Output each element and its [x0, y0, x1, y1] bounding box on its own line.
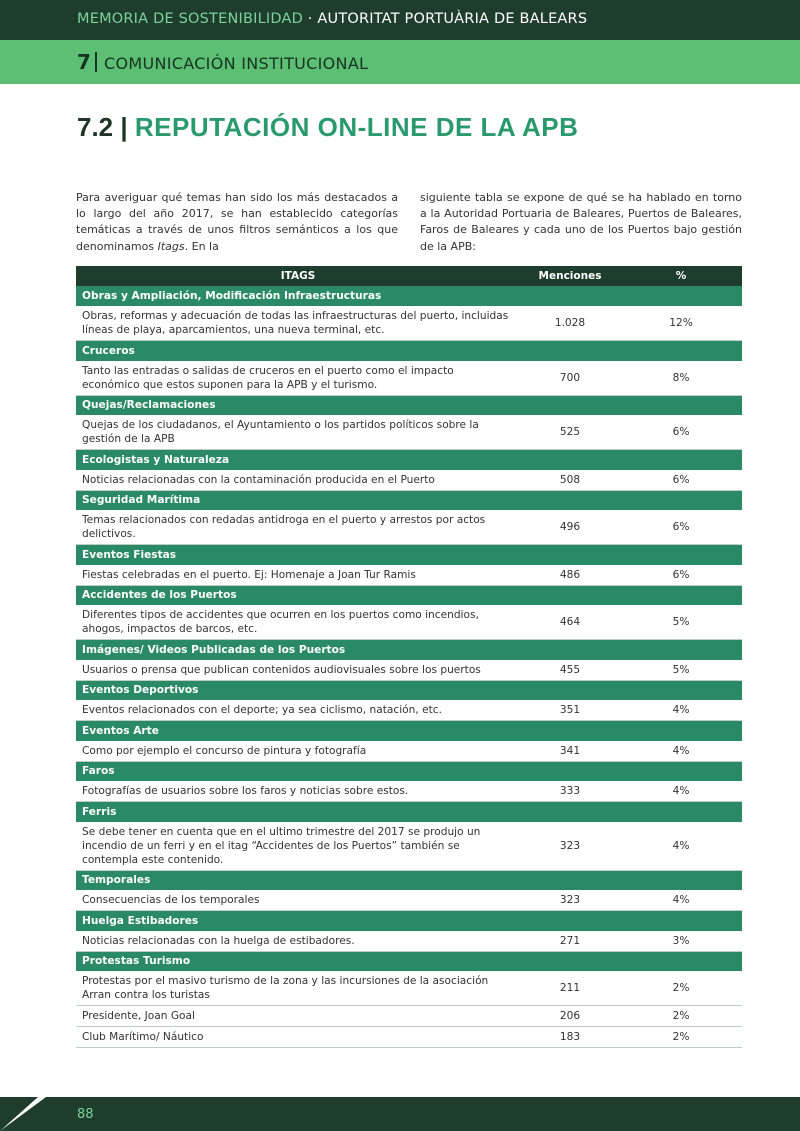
category-label: Temporales: [76, 870, 742, 890]
row-percent: 4%: [620, 700, 742, 721]
row-description: Usuarios o prensa que publican contenidos audiovisuales sobre los puertos: [76, 660, 520, 681]
table-body: [76, 286, 742, 1048]
table-row: [76, 565, 742, 586]
row-description: Fiestas celebradas en el puerto. Ej: Homenaje a Joan Tur Ramis: [76, 565, 520, 586]
table-row: [76, 470, 742, 491]
itags-table: [76, 266, 742, 1048]
category-label: Quejas/Reclamaciones: [76, 395, 742, 415]
table-row: [76, 822, 742, 871]
header-title-left: MEMORIA DE SOSTENIBILIDAD: [77, 11, 303, 27]
category-row: [76, 721, 742, 741]
table-row: [76, 361, 742, 396]
intro-left-text-b: . En la: [184, 239, 219, 253]
category-row: [76, 341, 742, 361]
document-header: [0, 0, 800, 40]
category-label: Faros: [76, 761, 742, 781]
row-mentions: 323: [520, 822, 620, 871]
row-percent: 6%: [620, 510, 742, 545]
category-row: [76, 761, 742, 781]
section-bar: |: [120, 112, 128, 142]
row-percent: 6%: [620, 565, 742, 586]
row-mentions: 206: [520, 1006, 620, 1027]
footer-decoration-inner: [0, 1097, 38, 1131]
row-description: Como por ejemplo el concurso de pintura y fotografía: [76, 741, 520, 762]
category-row: [76, 585, 742, 605]
intro-left-emphasis: Itags: [157, 239, 185, 253]
category-label: Eventos Deportivos: [76, 680, 742, 700]
row-description: Noticias relacionadas con la huelga de estibadores.: [76, 931, 520, 952]
row-description: Tanto las entradas o salidas de cruceros en el puerto como el impacto económico que estos suponen para la APB y el turismo.: [76, 361, 520, 396]
row-mentions: 464: [520, 605, 620, 640]
row-mentions: 333: [520, 781, 620, 802]
row-description: Club Marítimo/ Náutico: [76, 1027, 520, 1048]
row-description: Eventos relacionados con el deporte; ya sea ciclismo, natación, etc.: [76, 700, 520, 721]
row-mentions: 211: [520, 971, 620, 1006]
row-percent: 4%: [620, 781, 742, 802]
table-row: [76, 931, 742, 952]
category-label: Protestas Turismo: [76, 951, 742, 971]
page-number: 88: [77, 1107, 94, 1122]
table-row: [76, 1006, 742, 1027]
chapter-bar: [0, 40, 800, 84]
section-heading: [77, 112, 578, 143]
row-percent: 4%: [620, 741, 742, 762]
row-mentions: 323: [520, 890, 620, 911]
row-mentions: 486: [520, 565, 620, 586]
category-row: [76, 951, 742, 971]
row-description: Presidente, Joan Goal: [76, 1006, 520, 1027]
section-number: 7.2: [77, 112, 114, 142]
row-description: Temas relacionados con redadas antidroga en el puerto y arrestos por actos delictivos.: [76, 510, 520, 545]
chapter-title: COMUNICACIÓN INSTITUCIONAL: [104, 54, 369, 73]
category-row: [76, 680, 742, 700]
table-row: [76, 700, 742, 721]
table-row: [76, 660, 742, 681]
category-label: Imágenes/ Videos Publicadas de los Puertos: [76, 640, 742, 660]
row-percent: 6%: [620, 470, 742, 491]
row-percent: 2%: [620, 1027, 742, 1048]
row-percent: 2%: [620, 1006, 742, 1027]
category-row: [76, 450, 742, 470]
category-row: [76, 802, 742, 822]
chapter-divider: [95, 52, 97, 72]
row-description: Fotografías de usuarios sobre los faros y noticias sobre estos.: [76, 781, 520, 802]
section-title: REPUTACIÓN ON-LINE DE LA APB: [134, 112, 579, 142]
row-description: Protestas por el masivo turismo de la zona y las incursiones de la asociación Arran contra los turistas: [76, 971, 520, 1006]
table-row: [76, 781, 742, 802]
header-separator: ·: [302, 11, 318, 27]
row-percent: 6%: [620, 415, 742, 450]
row-mentions: 1.028: [520, 306, 620, 341]
category-row: [76, 870, 742, 890]
category-row: [76, 640, 742, 660]
row-percent: 3%: [620, 931, 742, 952]
row-mentions: 508: [520, 470, 620, 491]
row-mentions: 271: [520, 931, 620, 952]
category-label: Ferris: [76, 802, 742, 822]
page-footer: [0, 1097, 800, 1131]
row-mentions: 351: [520, 700, 620, 721]
row-mentions: 455: [520, 660, 620, 681]
table-row: [76, 890, 742, 911]
row-percent: 4%: [620, 822, 742, 871]
column-header-percent: %: [620, 266, 742, 286]
row-mentions: 525: [520, 415, 620, 450]
row-mentions: 496: [520, 510, 620, 545]
table-row: [76, 415, 742, 450]
chapter-number: 7: [77, 50, 91, 74]
category-row: [76, 545, 742, 565]
row-percent: 5%: [620, 605, 742, 640]
header-title: [77, 11, 587, 27]
table-row: [76, 605, 742, 640]
table-row: [76, 741, 742, 762]
row-description: Noticias relacionadas con la contaminación producida en el Puerto: [76, 470, 520, 491]
row-percent: 2%: [620, 971, 742, 1006]
row-percent: 5%: [620, 660, 742, 681]
row-description: Se debe tener en cuenta que en el ultimo trimestre del 2017 se produjo un incendio de un ferri y en el itag “Accidentes de los Puertos” también se contempla este contenido.: [76, 822, 520, 871]
category-row: [76, 911, 742, 931]
row-percent: 8%: [620, 361, 742, 396]
row-description: Consecuencias de los temporales: [76, 890, 520, 911]
row-description: Diferentes tipos de accidentes que ocurren en los puertos como incendios, ahogos, impactos de barcos, etc.: [76, 605, 520, 640]
category-label: Huelga Estibadores: [76, 911, 742, 931]
category-row: [76, 286, 742, 306]
row-description: Obras, reformas y adecuación de todas las infraestructuras del puerto, incluidas líneas de playa, aparcamientos, una nueva terminal, etc.: [76, 306, 520, 341]
row-mentions: 183: [520, 1027, 620, 1048]
row-percent: 4%: [620, 890, 742, 911]
row-mentions: 341: [520, 741, 620, 762]
row-description: Quejas de los ciudadanos, el Ayuntamiento o los partidos políticos sobre la gestión de la APB: [76, 415, 520, 450]
table-row: [76, 1027, 742, 1048]
table-header-row: [76, 266, 742, 286]
row-percent: 12%: [620, 306, 742, 341]
category-label: Ecologistas y Naturaleza: [76, 450, 742, 470]
category-row: [76, 490, 742, 510]
category-label: Accidentes de los Puertos: [76, 585, 742, 605]
table-row: [76, 510, 742, 545]
column-header-menciones: Menciones: [520, 266, 620, 286]
category-label: Obras y Ampliación, Modificación Infraestructuras: [76, 286, 742, 306]
category-label: Seguridad Marítima: [76, 490, 742, 510]
table-row: [76, 306, 742, 341]
header-title-right: AUTORITAT PORTUÀRIA DE BALEARS: [317, 11, 588, 27]
category-label: Cruceros: [76, 341, 742, 361]
row-mentions: 700: [520, 361, 620, 396]
table-row: [76, 971, 742, 1006]
intro-paragraph-left: [76, 190, 398, 255]
category-label: Eventos Fiestas: [76, 545, 742, 565]
category-row: [76, 395, 742, 415]
column-header-itags: ITAGS: [76, 266, 520, 286]
category-label: Eventos Arte: [76, 721, 742, 741]
intro-left-text-a: Para averiguar qué temas han sido los más destacados a lo largo del año 2017, se han establecido categorías temáticas a través de unos filtros semánticos a los que denominamos: [76, 191, 398, 253]
intro-paragraph-right: siguiente tabla se expone de qué se ha hablado en torno a la Autoridad Portuaria de Baleares, Puertos de Baleares, Faros de Baleares y cada uno de los Puertos bajo gestión de la APB:: [420, 191, 742, 253]
